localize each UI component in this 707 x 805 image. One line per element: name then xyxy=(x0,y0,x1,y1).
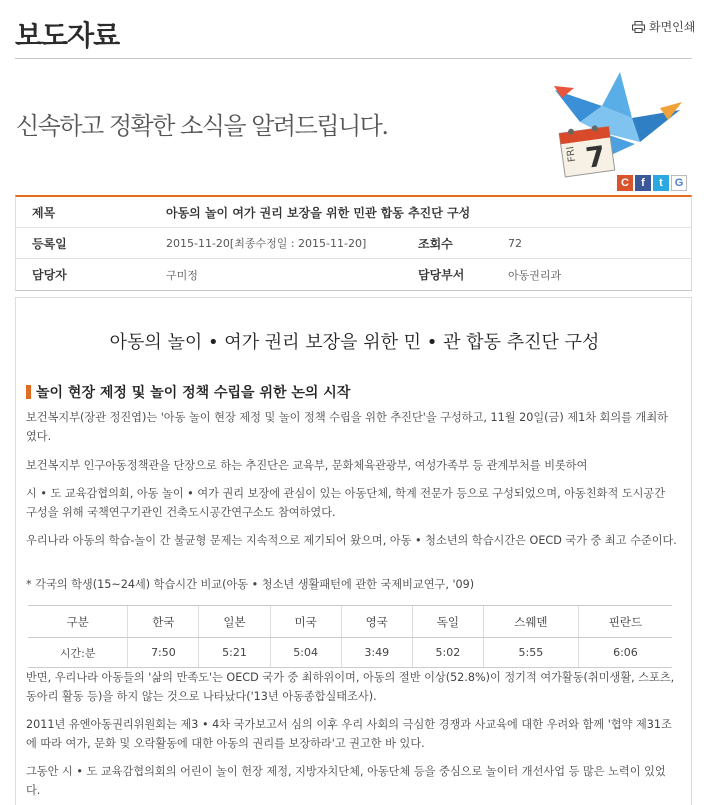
paragraph-1: 보건복지부(장관 정진엽)는 '아동 놀이 현장 제정 및 놀이 정책 수립을 위한 추진단'을 구성하고, 11월 20일(금) 제1차 회의를 개최하였다. xyxy=(26,411,668,443)
table-cell: 7:50 xyxy=(128,638,199,668)
calendar-date: 7 xyxy=(583,139,608,175)
table-cell: 5:55 xyxy=(483,638,578,668)
section-heading-text: 놀이 현장 제정 및 놀이 정책 수립을 위한 논의 시작 xyxy=(36,385,351,401)
date-label: 등록일 xyxy=(32,236,67,251)
table-row xyxy=(28,638,672,668)
dept-value: 아동권리과 xyxy=(508,268,562,282)
table-header: 일본 xyxy=(199,606,270,638)
calendar-day: FRI xyxy=(565,145,579,163)
table-cell: 3:49 xyxy=(341,638,412,668)
slogan: 신속하고 정확한 소식을 알려드립니다. xyxy=(16,112,388,140)
views-label: 조회수 xyxy=(418,236,453,251)
section-heading xyxy=(26,382,350,402)
views-value: 72 xyxy=(508,236,522,250)
footnote: * 각국의 학생(15~24세) 학습시간 비교(아동 • 청소년 생활패턴에 관한 국제비교연구, '09) xyxy=(26,578,475,591)
table-header: 미국 xyxy=(270,606,341,638)
author-value: 구미정 xyxy=(166,268,198,282)
table-cell: 6:06 xyxy=(578,638,672,668)
share-google-button[interactable]: G xyxy=(671,175,687,191)
author-label: 담당자 xyxy=(32,268,67,282)
table-header: 한국 xyxy=(128,606,199,638)
table-cell: 시간:분 xyxy=(28,638,128,668)
doc-title: 아동의 놀이 • 여가 권리 보장을 위한 민 • 관 합동 추진단 구성 xyxy=(109,332,600,353)
printer-icon xyxy=(632,21,645,33)
share-twitter-button[interactable]: t xyxy=(653,175,669,191)
meta-row-author xyxy=(16,259,691,290)
table-header: 핀란드 xyxy=(578,606,672,638)
header xyxy=(0,0,707,195)
table-cell: 5:04 xyxy=(270,638,341,668)
paragraph-3: 시 • 도 교육감협의회, 아동 놀이 • 여가 권리 보장에 관심이 있는 아동단체, 학계 전문가 등으로 구성되었으며, 아동친화적 도시공간 구성을 위해 국책연구기관인 건축도시공간연구소도 참여하였다. xyxy=(26,487,666,519)
page-title: 보도자료 xyxy=(15,19,120,52)
title-value: 아동의 놀이 여가 권리 보장을 위한 민관 합동 추진단 구성 xyxy=(166,205,471,220)
meta-row-title xyxy=(16,197,691,228)
share-facebook-button[interactable]: f xyxy=(635,175,651,191)
paragraph-4: 우리나라 아동의 학습-놀이 간 불균형 문제는 지속적으로 제기되어 왔으며, 아동 • 청소년의 학습시간은 OECD 국가 중 최고 수준이다. xyxy=(26,534,677,547)
meta-row-date xyxy=(16,228,691,259)
pinwheel-calendar-illustration xyxy=(540,72,690,180)
title-label: 제목 xyxy=(32,205,56,220)
share-buttons xyxy=(617,175,687,191)
table-header: 구분 xyxy=(28,606,128,638)
date-value: 2015-11-20[최종수정일 : 2015-11-20] xyxy=(166,237,367,250)
title-divider xyxy=(15,58,692,59)
meta-table xyxy=(15,195,692,291)
table-cell: 5:02 xyxy=(412,638,483,668)
paragraph-8: 그동안 시 • 도 교육감협의회의 어린이 놀이 헌장 제정, 지방자치단체, 아동단체 등을 중심으로 놀이터 개선사업 등 많은 노력이 있었다. xyxy=(26,765,666,797)
table-header: 스웨덴 xyxy=(483,606,578,638)
study-time-table xyxy=(28,605,672,668)
print-label: 화면인쇄 xyxy=(649,20,696,34)
dept-label: 담당부서 xyxy=(418,268,465,282)
article-body xyxy=(15,297,692,805)
share-c-button[interactable]: C xyxy=(617,175,633,191)
print-button[interactable] xyxy=(632,18,695,35)
paragraph-7: 2011년 유엔아동권리위원회는 제3 • 4차 국가보고서 심의 이후 우리 사회의 극심한 경쟁과 사교육에 대한 우려와 함께 '협약 제31조에 따라 여가, 문화 및 오락활동에 대한 아동의 권리를 보장하라'고 권고한 바 있다. xyxy=(26,718,672,750)
section-marker xyxy=(26,385,31,399)
table-header: 독일 xyxy=(412,606,483,638)
paragraph-6: 반면, 우리나라 아동들의 '삶의 만족도'는 OECD 국가 중 최하위이며, 아동의 절반 이상(52.8%)이 정기적 여가활동(취미생활, 스포츠, 동아리 활동 등)을 하지 않는 것으로 나타났다('13년 아동종합실태조사). xyxy=(26,671,675,703)
table-cell: 5:21 xyxy=(199,638,270,668)
paragraph-2: 보건복지부 인구아동정책관을 단장으로 하는 추진단은 교육부, 문화체육관광부, 여성가족부 등 관계부처를 비롯하여 xyxy=(26,459,588,472)
table-header: 영국 xyxy=(341,606,412,638)
table-header-row xyxy=(28,606,672,638)
